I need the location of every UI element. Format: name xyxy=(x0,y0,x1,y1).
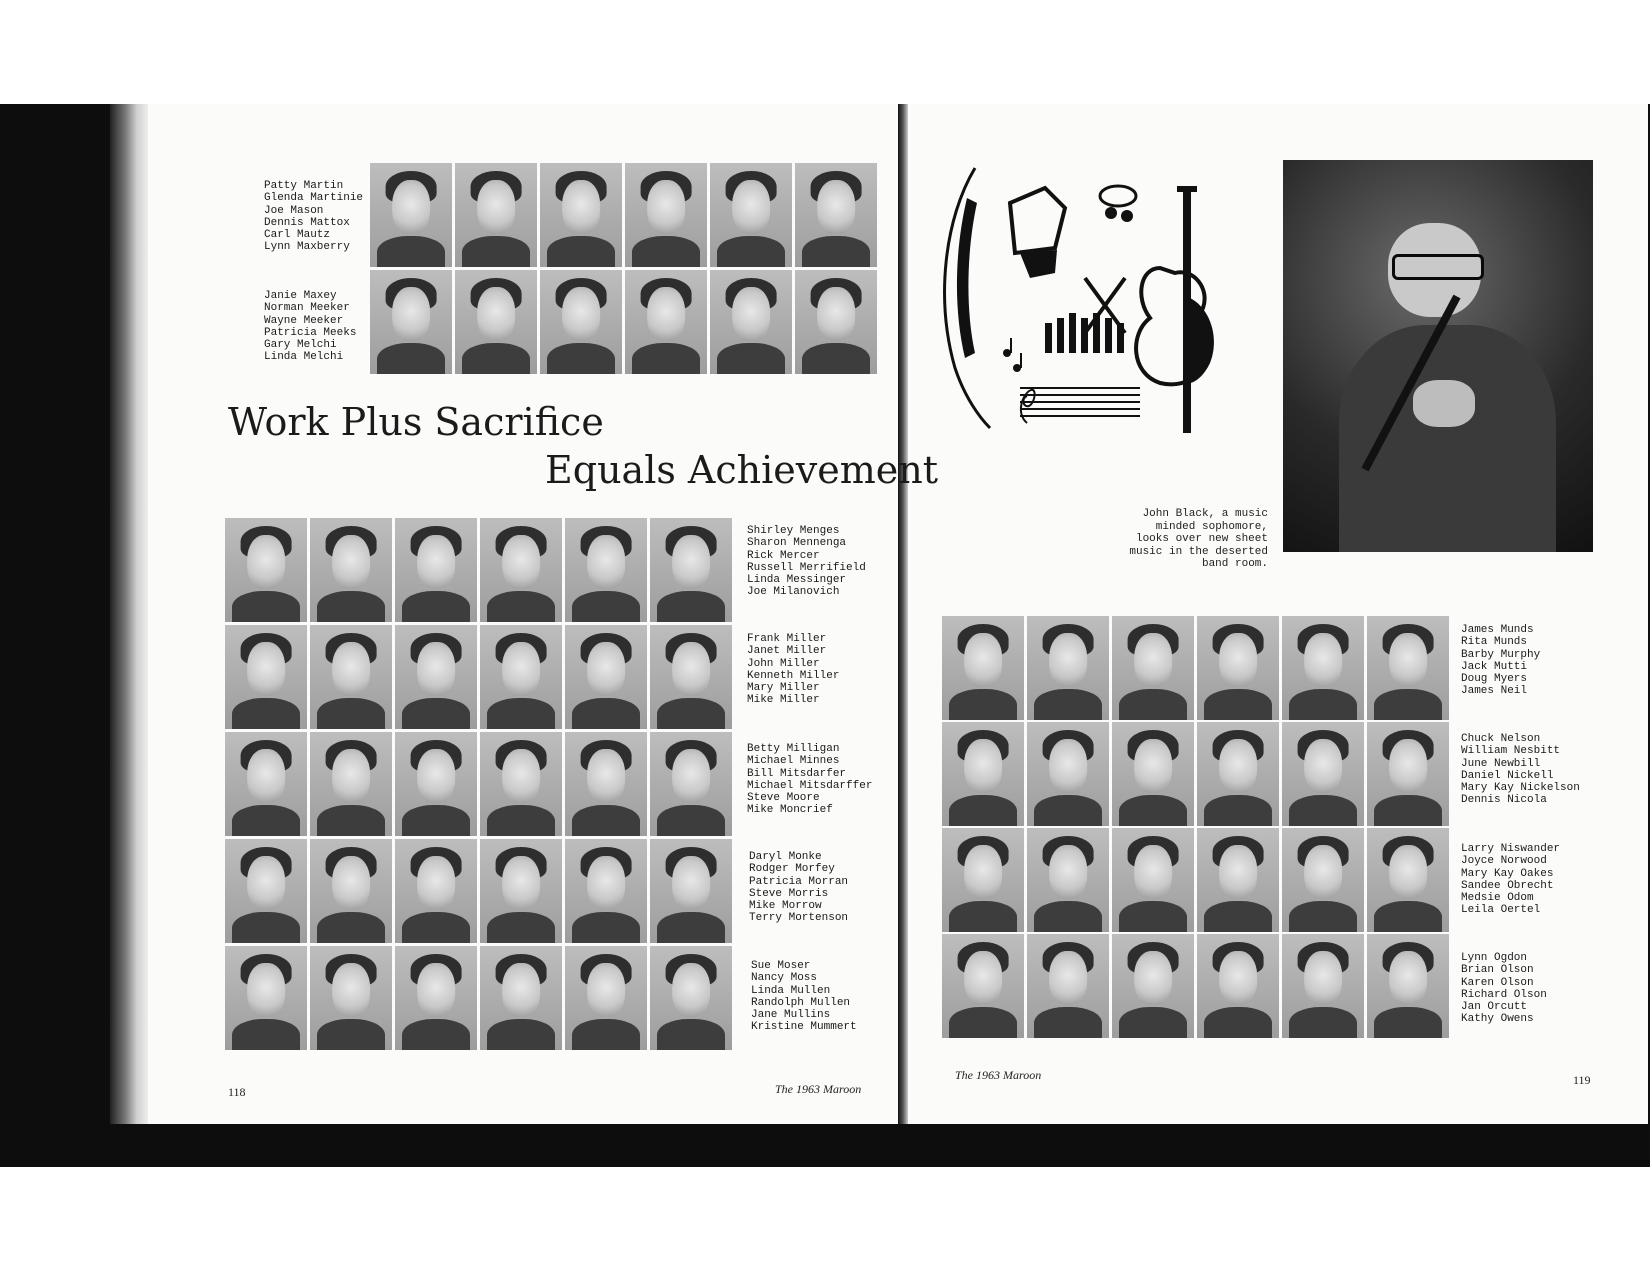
student-portrait xyxy=(625,270,707,374)
footer-right: The 1963 Maroon xyxy=(955,1068,1042,1082)
student-portrait xyxy=(225,839,307,943)
name-list-left-1 xyxy=(747,525,866,599)
student-name: Chuck Nelson xyxy=(1461,733,1541,745)
student-name: Joe Mason xyxy=(264,204,324,217)
student-portrait xyxy=(310,732,392,836)
student-name: Glenda Martinie xyxy=(264,192,364,205)
name-list-top-1 xyxy=(264,180,363,254)
student-name: Leila Oertel xyxy=(1461,904,1541,917)
student-portrait xyxy=(395,625,477,729)
student-portrait xyxy=(710,163,792,267)
student-portrait xyxy=(370,270,452,374)
name-list-right-4 xyxy=(1461,952,1547,1026)
student-portrait xyxy=(1367,934,1449,1038)
student-name: Daryl Monke xyxy=(749,851,822,863)
book-spine-shadow xyxy=(110,104,148,1124)
student-name: Mary Miller xyxy=(747,682,820,695)
student-portrait xyxy=(310,518,392,622)
name-list-right-3 xyxy=(1461,843,1560,917)
student-portrait xyxy=(565,625,647,729)
student-name: Mike Miller xyxy=(747,694,820,707)
student-portrait xyxy=(1367,828,1449,932)
student-portrait xyxy=(395,839,477,943)
student-portrait xyxy=(650,839,732,943)
name-list-left-2 xyxy=(747,633,839,707)
student-name: Norman Meeker xyxy=(264,302,350,315)
student-portrait xyxy=(565,839,647,943)
page-number-left: 118 xyxy=(228,1085,246,1099)
student-name: Janie Maxey xyxy=(264,290,337,302)
student-portrait xyxy=(1282,722,1364,826)
student-name: Brian Olson xyxy=(1461,964,1534,977)
student-name: Randolph Mullen xyxy=(751,996,851,1009)
student-name: Lynn Maxberry xyxy=(264,241,350,254)
student-portrait xyxy=(1112,934,1194,1038)
student-name: Sandee Obrecht xyxy=(1461,879,1554,892)
photo-row-right-3 xyxy=(942,828,1452,932)
student-portrait xyxy=(225,946,307,1050)
student-portrait xyxy=(795,163,877,267)
student-name: Patty Martin xyxy=(264,180,344,192)
headline-line-2: Equals Achievement xyxy=(545,448,938,492)
student-name: Patricia Meeks xyxy=(264,326,357,339)
student-name: Wayne Meeker xyxy=(264,314,344,327)
student-portrait xyxy=(1027,828,1109,932)
band-room-photo xyxy=(1283,160,1593,552)
student-portrait xyxy=(565,518,647,622)
student-name: Daniel Nickell xyxy=(1461,769,1554,782)
student-name: Steve Morris xyxy=(749,887,829,900)
student-name: Frank Miller xyxy=(747,633,827,645)
student-portrait xyxy=(225,732,307,836)
page-gutter xyxy=(898,104,908,1124)
student-name: Sharon Mennenga xyxy=(747,537,847,550)
student-portrait xyxy=(1367,722,1449,826)
student-name: Shirley Menges xyxy=(747,525,840,537)
student-portrait xyxy=(1027,616,1109,720)
photo-row-top-2 xyxy=(370,270,880,374)
student-portrait xyxy=(540,163,622,267)
student-portrait xyxy=(1282,828,1364,932)
student-name: Dennis Nicola xyxy=(1461,794,1547,807)
music-instruments-illustration xyxy=(935,158,1265,438)
student-portrait xyxy=(942,616,1024,720)
student-name: Kenneth Miller xyxy=(747,669,840,682)
student-name: William Nesbitt xyxy=(1461,745,1561,758)
student-name: Lynn Ogdon xyxy=(1461,952,1528,964)
student-name: Linda Messinger xyxy=(747,574,847,587)
student-portrait xyxy=(395,946,477,1050)
photo-row-right-1 xyxy=(942,616,1452,720)
student-name: Kristine Mummert xyxy=(751,1021,857,1034)
student-name: Joyce Norwood xyxy=(1461,855,1547,868)
student-portrait xyxy=(565,946,647,1050)
student-portrait xyxy=(1112,616,1194,720)
student-portrait xyxy=(1197,828,1279,932)
student-name: Rita Munds xyxy=(1461,636,1528,649)
student-portrait xyxy=(455,163,537,267)
student-portrait xyxy=(795,270,877,374)
student-name: June Newbill xyxy=(1461,757,1541,770)
student-portrait xyxy=(565,732,647,836)
student-portrait xyxy=(1282,616,1364,720)
student-portrait xyxy=(650,946,732,1050)
student-portrait xyxy=(650,518,732,622)
page-number-right: 119 xyxy=(1573,1073,1591,1087)
photo-row-left-4 xyxy=(225,839,735,943)
student-name: Betty Milligan xyxy=(747,743,840,755)
name-list-left-4 xyxy=(749,851,848,925)
student-name: Sue Moser xyxy=(751,960,811,972)
student-portrait xyxy=(1112,722,1194,826)
student-portrait xyxy=(455,270,537,374)
student-portrait xyxy=(480,518,562,622)
student-name: James Neil xyxy=(1461,685,1528,698)
photo-row-left-2 xyxy=(225,625,735,729)
student-portrait xyxy=(942,722,1024,826)
student-name: Mike Moncrief xyxy=(747,804,833,817)
student-name: Michael Minnes xyxy=(747,755,840,768)
student-portrait xyxy=(710,270,792,374)
name-list-right-2 xyxy=(1461,733,1580,807)
student-portrait xyxy=(1282,934,1364,1038)
photo-row-right-4 xyxy=(942,934,1452,1038)
student-name: Michael Mitsdarffer xyxy=(747,779,873,792)
photo-row-left-3 xyxy=(225,732,735,836)
photo-row-left-1 xyxy=(225,518,735,622)
student-name: John Miller xyxy=(747,657,820,670)
student-portrait xyxy=(650,625,732,729)
student-name: Bill Mitsdarfer xyxy=(747,767,847,780)
student-portrait xyxy=(625,163,707,267)
student-portrait xyxy=(650,732,732,836)
student-name: Steve Moore xyxy=(747,792,820,805)
student-portrait xyxy=(1027,934,1109,1038)
student-name: Gary Melchi xyxy=(264,339,337,352)
student-name: Linda Mullen xyxy=(751,984,831,997)
name-list-right-1 xyxy=(1461,624,1540,698)
student-name: Patricia Morran xyxy=(749,875,849,888)
student-name: Linda Melchi xyxy=(264,351,344,364)
student-portrait xyxy=(480,946,562,1050)
student-name: Larry Niswander xyxy=(1461,843,1561,855)
student-name: Joe Milanovich xyxy=(747,586,840,599)
student-portrait xyxy=(370,163,452,267)
student-portrait xyxy=(225,518,307,622)
student-portrait xyxy=(1197,934,1279,1038)
student-portrait xyxy=(1197,722,1279,826)
student-portrait xyxy=(1027,722,1109,826)
name-list-left-3 xyxy=(747,743,872,817)
photo-row-top-1 xyxy=(370,163,880,267)
student-name: Nancy Moss xyxy=(751,972,818,985)
student-name: Richard Olson xyxy=(1461,988,1547,1001)
student-portrait xyxy=(480,839,562,943)
student-name: Jan Orcutt xyxy=(1461,1001,1528,1014)
photo-caption: John Black, a music minded sophomore, looks over new sheet music in the deserted band room. xyxy=(1129,508,1268,570)
student-name: Doug Myers xyxy=(1461,673,1528,686)
student-name: Carl Mautz xyxy=(264,229,331,242)
student-portrait xyxy=(1367,616,1449,720)
student-portrait xyxy=(480,732,562,836)
name-list-left-5 xyxy=(751,960,857,1034)
student-name: Mike Morrow xyxy=(749,900,822,913)
student-portrait xyxy=(310,946,392,1050)
student-portrait xyxy=(395,518,477,622)
student-name: Jane Mullins xyxy=(751,1009,831,1022)
student-portrait xyxy=(1197,616,1279,720)
student-name: Karen Olson xyxy=(1461,976,1534,989)
photo-row-left-5 xyxy=(225,946,735,1050)
student-portrait xyxy=(540,270,622,374)
student-name: Mary Kay Oakes xyxy=(1461,867,1554,880)
photo-row-right-2 xyxy=(942,722,1452,826)
headline-line-1: Work Plus Sacrifice xyxy=(228,400,604,444)
student-portrait xyxy=(480,625,562,729)
student-portrait xyxy=(942,934,1024,1038)
student-name: Rick Mercer xyxy=(747,549,820,562)
student-name: Kathy Owens xyxy=(1461,1013,1534,1026)
student-portrait xyxy=(310,839,392,943)
student-name: Barby Murphy xyxy=(1461,648,1541,661)
student-name: Russell Merrifield xyxy=(747,561,866,574)
name-list-top-2 xyxy=(264,290,356,364)
student-name: Janet Miller xyxy=(747,645,827,658)
student-name: Rodger Morfey xyxy=(749,863,835,876)
student-portrait xyxy=(1112,828,1194,932)
student-portrait xyxy=(942,828,1024,932)
student-portrait xyxy=(395,732,477,836)
student-portrait xyxy=(225,625,307,729)
student-name: Mary Kay Nickelson xyxy=(1461,782,1580,795)
footer-left: The 1963 Maroon xyxy=(775,1082,862,1096)
student-name: Medsie Odom xyxy=(1461,892,1534,905)
student-name: James Munds xyxy=(1461,624,1534,636)
student-name: Dennis Mattox xyxy=(264,216,350,229)
student-name: Terry Mortenson xyxy=(749,912,849,925)
student-portrait xyxy=(310,625,392,729)
student-name: Jack Mutti xyxy=(1461,660,1528,673)
